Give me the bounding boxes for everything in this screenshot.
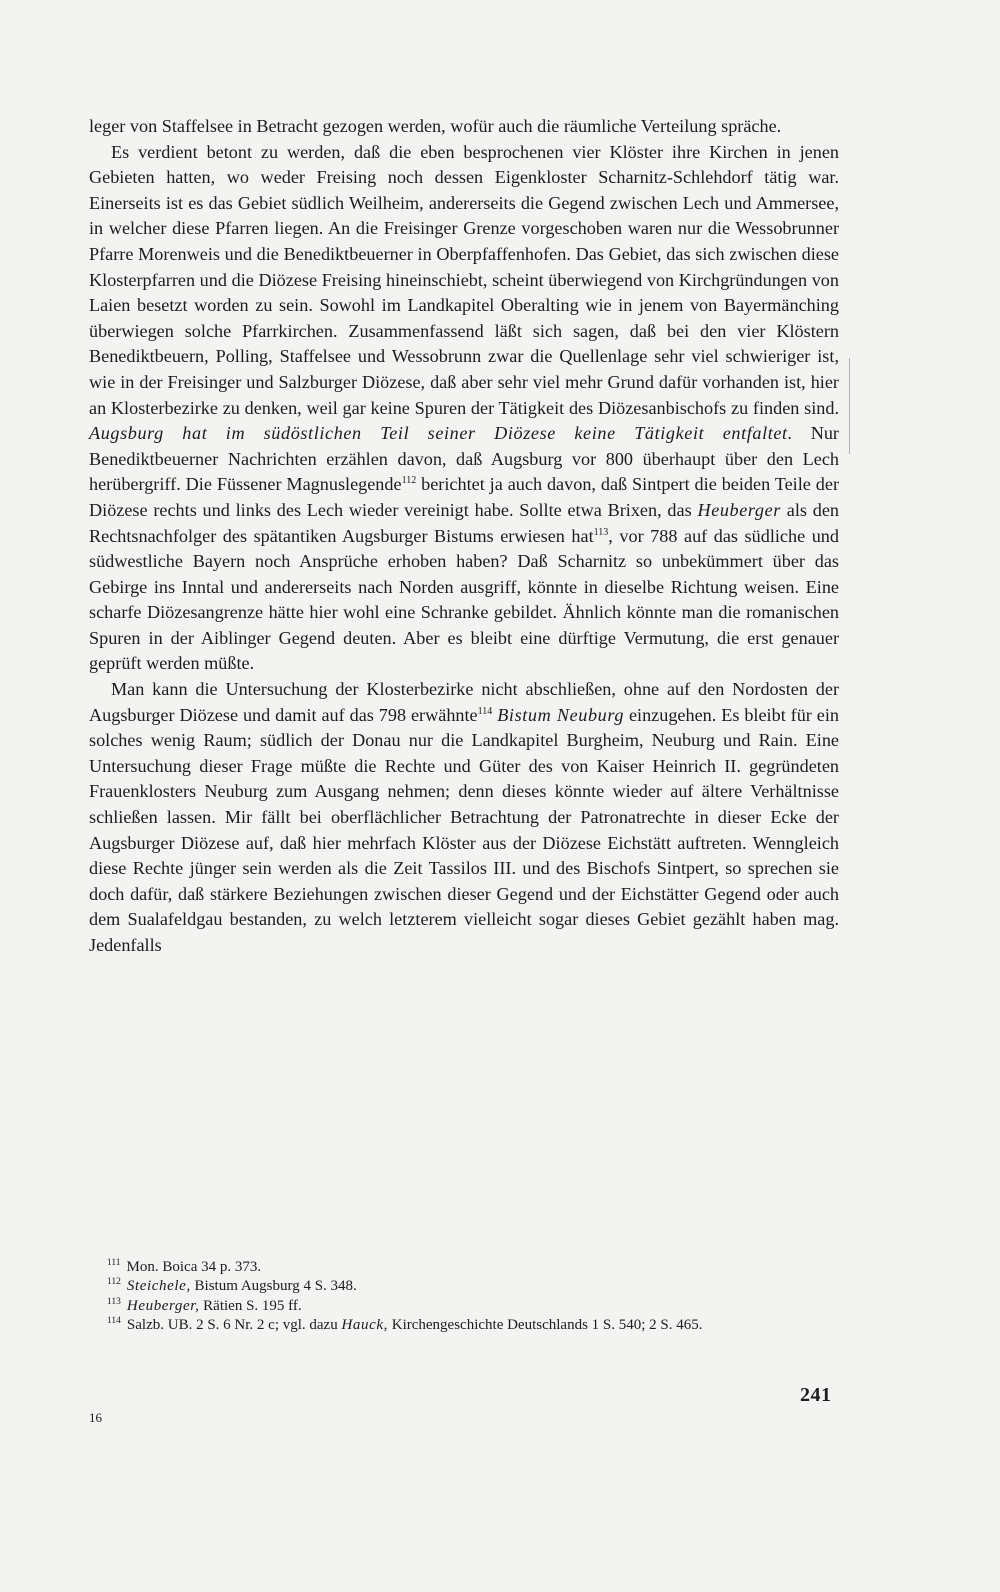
paragraph-3: Man kann die Untersuchung der Klosterbezirke nicht abschließen, ohne auf den Nordosten der Augsburger Diözese und damit auf das 798 erwähnte$^{114}$ Bistum Neuburg einzugehen. Es bleibt für ein solches wenig Raum; südlich der Donau nur die Landkapitel Burgheim, Neuburg und Rain. Eine Untersuchung dieser Frage müßte die Rechte und Güter des von Kaiser Heinrich II. gegründeten Frauenklosters Neuburg zum Ausgang nehmen; denn dieses könnte wieder auf ältere Verhältnisse schließen lassen. Mir fällt bei oberflächlicher Betrachtung der Patronatrechte in dieser Ecke der Augsburger Diözese auf, daß hier mehrfach Klöster aus der Diözese Eichstätt auftreten. Wenngleich diese Rechte jünger sein werden als die Zeit Tassilos III. und des Bischofs Sintpert, so sprechen sie doch dafür, daß stärkere Beziehungen zwischen dieser Gegend und der Eichstätter Gegend oder auch dem Sualafeldgau bestanden, zu welch letzterem vielleicht sogar dieses Gebiet gezählt haben mag. Jedenfalls (89, 679, 840, 955)
footnote-ref-114[interactable]: 114 (477, 705, 493, 717)
footnote-ref-112[interactable]: 112 (401, 475, 417, 487)
footnote-ref-113[interactable]: 113 (593, 526, 609, 538)
footnote-111: $^{111}$ Mon. Boica 34 p. 373. (107, 1258, 262, 1275)
footnotes (89, 1258, 839, 1336)
emphasis-augsburg: Augsburg hat im südöstlichen Teil seiner Diözese keine Tätigkeit entfaltet. (89, 423, 793, 444)
margin-line (849, 358, 850, 454)
footnote-113: $^{113}$ Heuberger, Rätien S. 195 ff. (107, 1296, 302, 1314)
body-text (89, 114, 839, 959)
emphasis-bistum-neuburg: Bistum Neuburg (497, 704, 625, 725)
signature-mark: 16 (89, 1410, 102, 1425)
page-number: 241 (800, 1384, 832, 1406)
footnote-114: $^{114}$ Salzb. UB. 2 S. 6 Nr. 2 c; vgl. dazu Hauck, Kirchengeschichte Deutschlands 1 S. 540; 2 S. 465. (107, 1316, 703, 1334)
paragraph-2: Es verdient betont zu werden, daß die eben besprochenen vier Klöster ihre Kirchen in jenen Gebieten hatten, wo weder Freising noch dessen Eigenkloster Scharnitz-Schlehdorf tätig war. Einerseits ist es das Gebiet südlich Weilheim, andererseits die Gegend zwischen Lech und Ammersee, in welcher diese Pfarren liegen. An die Freisinger Grenze vorgeschoben waren nur die Wessobrunner Pfarre Morenweis und die Benediktbeuerner in Oberpfaffenhofen. Das Gebiet, das sich zwischen diese Klosterpfarren und die Diözese Freising hineinschiebt, scheint überwiegend von Kirchgründungen von Laien besetzt worden zu sein. Sowohl im Landkapitel Oberalting wie in jenem von Bayermänching überwiegen solche Pfarrkirchen. Zusammenfassend läßt sich sagen, daß bei den vier Klöstern Benediktbeuern, Polling, Staffelsee und Wessobrunn zwar die Quellenlage sehr viel schwieriger ist, wie in der Freisinger und Salzburger Diözese, daß aber sehr viel mehr Grund dafür vorhanden ist, hier an Klosterbezirke zu denken, weil gar keine Spuren der Tätigkeit des Diözesanbischofs zu finden sind. Augsburg hat im südöstlichen Teil seiner Diözese keine Tätigkeit entfaltet. Nur Benediktbeuerner Nachrichten erzählen davon, daß Augsburg vor 800 überhaupt über den Lech herübergriff. Die Füssener Magnuslegende$^{112}$ berichtet ja auch davon, daß Sintpert die beiden Teile der Diözese rechts und links des Lech wieder vereinigt habe. Sollte etwa Brixen, das Heuberger als den Rechtsnachfolger des spätantiken Augsburger Bistums erwiesen hat$^{113}$, vor 788 auf das südliche und südwestliche Bayern noch Ansprüche erhoben haben? Daß Scharnitz so unbekümmert über das Gebirge ins Inntal und andererseits nach Norden ausgriff, könnte in dieselbe Richtung weisen. Eine scharfe Diözesangrenze hätte hier wohl eine Schranke gebildet. Ähnlich könnte man die romanischen Spuren in der Aiblinger Gegend deuten. Aber es bleibt eine dürftige Vermutung, die erst genauer geprüft werden müßte. (89, 141, 839, 674)
author-heuberger: Heuberger (697, 499, 781, 520)
footnote-112: $^{112}$ Steichele, Bistum Augsburg 4 S. 348. (107, 1277, 357, 1295)
paragraph-1: leger von Staffelsee in Betracht gezogen werden, wofür auch die räumliche Verteilung spräche. (89, 116, 782, 136)
